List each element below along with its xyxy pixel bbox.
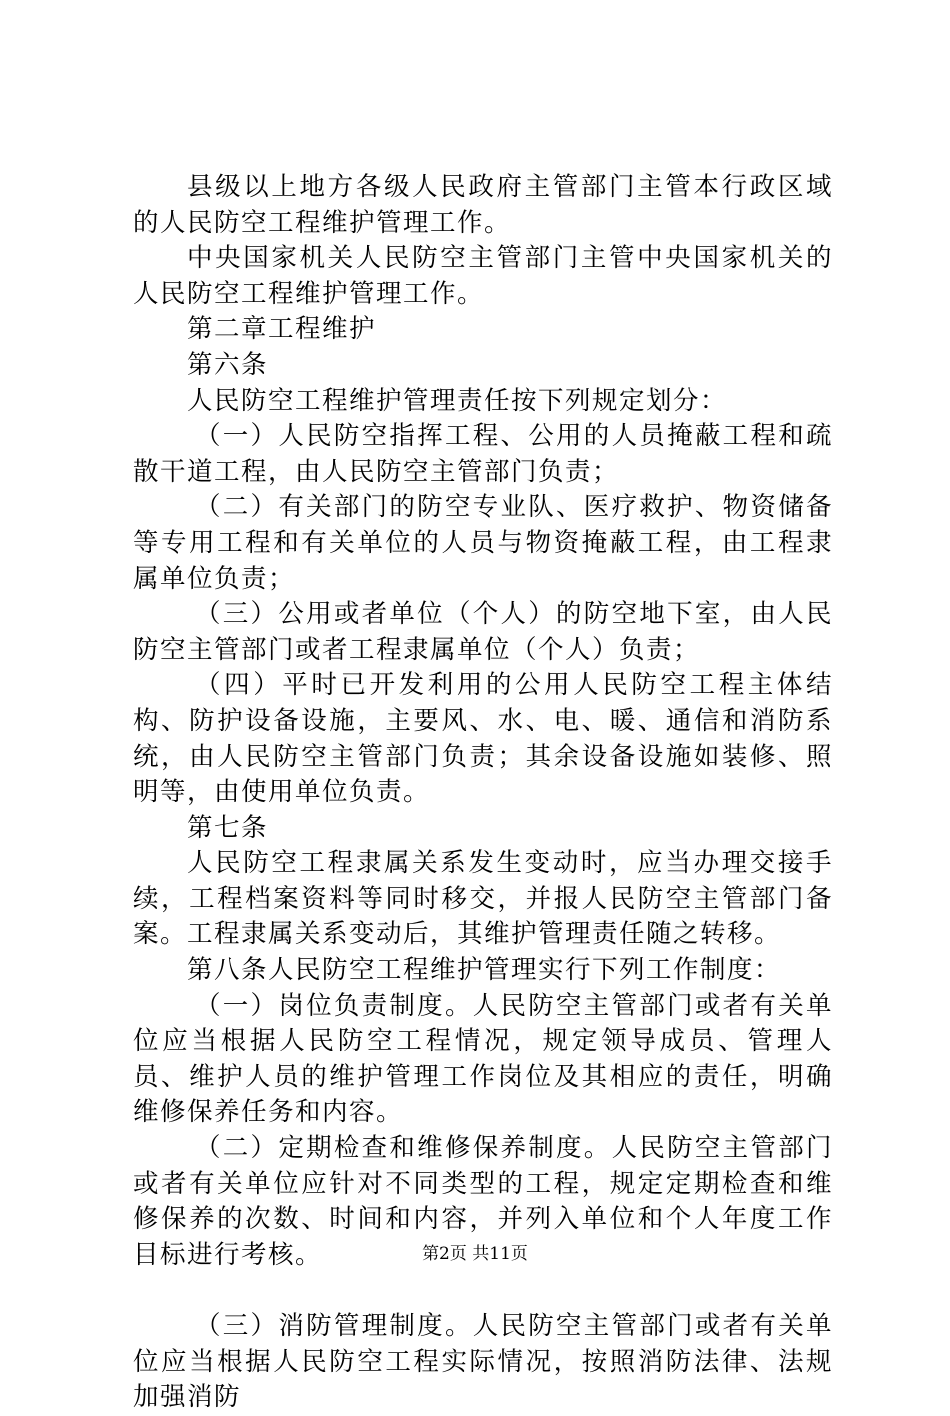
list-item: （三）公用或者单位（个人）的防空地下室，由人民防空主管部门或者工程隶属单位（个人）负责；: [133, 599, 833, 665]
page-total: 共11页: [472, 1244, 528, 1264]
paragraph: 县级以上地方各级人民政府主管部门主管本行政区域的人民防空工程维护管理工作。: [133, 172, 833, 238]
list-item: （二）有关部门的防空专业队、医疗救护、物资储备等专用工程和有关单位的人员与物资掩蔽工程，由工程隶属单位负责；: [133, 492, 833, 594]
list-item: （一）岗位负责制度。人民防空主管部门或者有关单位应当根据人民防空工程情况，规定领导成员、管理人员、维护人员的维护管理工作岗位及其相应的责任，明确维修保养任务和内容。: [133, 990, 833, 1128]
article-heading: 第八条人民防空工程维护管理实行下列工作制度：: [187, 955, 782, 986]
chapter-heading: 第二章工程维护: [187, 314, 377, 345]
page-footer: [0, 1243, 950, 1265]
article-heading: 第六条: [187, 349, 269, 380]
list-item: （三）消防管理制度。人民防空主管部门或者有关单位应当根据人民防空工程实际情况，按照消防法律、法规加强消防: [133, 1311, 833, 1413]
list-item: （二）定期检查和维修保养制度。人民防空主管部门或者有关单位应针对不同类型的工程，规定定期检查和维修保养的次数、时间和内容，并列入单位和个人年度工作目标进行考核。: [133, 1133, 833, 1270]
article-heading: 第七条: [187, 812, 269, 843]
paragraph: 人民防空工程隶属关系发生变动时，应当办理交接手续，工程档案资料等同时移交，并报人民防空主管部门备案。工程隶属关系变动后，其维护管理责任随之转移。: [133, 848, 833, 950]
paragraph: 中央国家机关人民防空主管部门主管中央国家机关的人民防空工程维护管理工作。: [133, 243, 833, 309]
document-body: [133, 170, 833, 1416]
paragraph: 人民防空工程维护管理责任按下列规定划分：: [187, 385, 728, 416]
list-item: （一）人民防空指挥工程、公用的人员掩蔽工程和疏散干道工程，由人民防空主管部门负责；: [133, 421, 833, 487]
page-number: 第2页: [422, 1244, 467, 1264]
list-item: （四）平时已开发利用的公用人民防空工程主体结构、防护设备设施，主要风、水、电、暖、通信和消防系统，由人民防空主管部门负责；其余设备设施如装修、照明等，由使用单位负责。: [133, 670, 833, 808]
paragraph-gap: [133, 1273, 833, 1309]
